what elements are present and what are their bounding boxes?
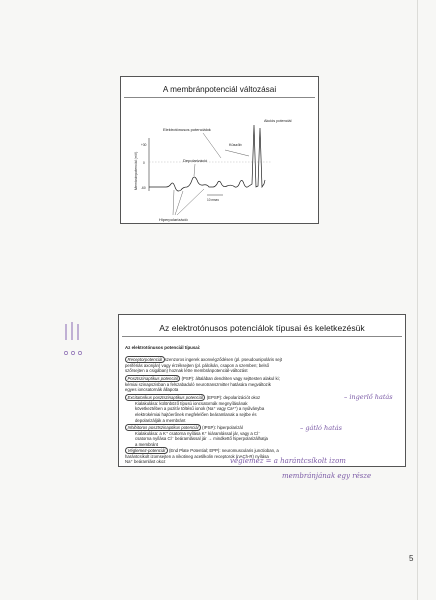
item-psp-text-0: kémiai szinapszisban a felszabaduló neurotranszmitter hatására megváltozik (125, 381, 271, 387)
ytick-label-minus60: -60 (141, 186, 146, 190)
item-epsp-sub-3: depolarizálják a membránt (135, 417, 186, 423)
hyperpol-arrow-2 (175, 191, 183, 215)
term-ipsp: Inhibitoros posztszinaptikus potenciál (125, 424, 201, 431)
slide2-subhead: Az elektrotónusos potenciál típusai: (125, 345, 201, 350)
slide-electrotonic-types (118, 314, 406, 467)
page-number: 5 (409, 554, 414, 563)
item-ipsp-sub-0: Kialakulása: a K⁺ csatorna nyílása K⁺ kiáramlással jár, vagy a Cl⁻ (135, 430, 261, 436)
handwritten-epp-note-1: véglemez = a harántcsíkolt izom (230, 457, 346, 465)
handwritten-ipsp-note: – gátló hatás (300, 424, 342, 432)
item-receptor-potential (125, 357, 397, 374)
margin-circle-3 (78, 351, 81, 354)
term-receptor: Receptorpotenciál (125, 356, 165, 363)
item-epp-suffix: (End Plate Potential; EPP): neuromuscularis junctioban, a (168, 448, 279, 453)
annotation-action: Akciós potenciál (264, 119, 292, 123)
term-epsp: Excitatorikus posztszinaptikus potenciál (125, 394, 205, 401)
annotation-threshold: Küszöb (229, 143, 242, 147)
slide-membrane-potential (120, 76, 319, 224)
item-epp-text-0: harántcsíkolt izomsejten a nikotineg acetilkolin receptorok (nACh-R) nyílása (125, 453, 269, 459)
membrane-potential-chart (121, 98, 318, 224)
handwritten-epp-note-2: membránjának egy része (282, 472, 372, 480)
margin-circle-1 (64, 351, 67, 354)
item-epsp-sub-0: Kialakulása: különböző típusú ioncsatornák megnyílásának (135, 400, 248, 406)
slide1-title: A membránpotenciál változásai (162, 85, 277, 94)
item-ipsp-sub-2: a membránt (135, 442, 158, 448)
threshold-line (225, 150, 249, 156)
item-epsp-suffix: (EPSP): depolarizációt okoz (206, 395, 261, 400)
annotation-electrotonic-arrow (203, 133, 221, 158)
item-ipsp-suffix: (IPSP): hiperpolarizál (202, 425, 243, 430)
ytick-label-plus30: +30 (141, 143, 147, 147)
page-edge-line (417, 0, 418, 600)
annotation-electrotonic: Elektrotónusos potenciálok (163, 127, 211, 132)
item-psp-text-1: egyes ioncsatornák állapota (125, 387, 179, 393)
item-psp (125, 376, 397, 393)
term-epp: Véglemez-potenciál (125, 447, 168, 454)
margin-circle-2 (71, 351, 74, 354)
item-epsp-sub-1: következtében a pozitív töltésű ionok (Na⁺ vagy Ca²⁺) a nyúlványba (135, 406, 265, 412)
margin-tally-marks (66, 322, 78, 340)
item-receptor-text-0: szenzoros ingerek axonvégződésen (pl. pseudounipoláris sejt (164, 357, 282, 362)
item-epsp-sub-2: elektrokémiai hajtóerőnek megfelelően beáramlanak a sejtbe és (135, 412, 257, 418)
item-receptor-text-2: szőrsejten a csigában) hoznak létre membránpotenciál-változást (125, 368, 248, 374)
handwritten-epsp-note: – ingerlő hatás (344, 393, 393, 401)
slide2-title: Az elektrotónusos potenciálok típusai és keletkezésük (159, 323, 365, 333)
slide2-title-rule (122, 336, 402, 337)
annotation-depolarization: Depolarizáció (183, 158, 208, 163)
item-ipsp (125, 425, 397, 448)
ytick-label-zero: 0 (143, 161, 145, 165)
chart-ylabel: Membránpotenciál (mV) (134, 151, 138, 190)
item-ipsp-sub-1: csatorna nyílása Cl⁻ beáramlással jár → mindkettő hiperpolarizálhatja (135, 436, 268, 442)
item-epp-text-1: Na⁺ beáramlást okoz (125, 459, 166, 465)
handwritten-margin-marks (62, 318, 94, 358)
annotation-hyperpolarization: Hiperpolarizáció (159, 217, 188, 222)
hyperpol-arrow-1 (173, 190, 174, 215)
scale-label: 10 msec (207, 198, 220, 202)
term-psp: Posztszinaptikus potenciál (125, 375, 180, 382)
hyperpol-arrow-3 (177, 189, 204, 215)
item-psp-suffix: (PSP): általában dendriten vagy sejttesten alakul ki; (181, 376, 280, 381)
item-receptor-text-1: perifériás axonján) vagy érzéksejten (pl. pálcikán, csapon a szemben; belső (125, 362, 270, 368)
annotation-depolarization-arrow (194, 164, 195, 176)
